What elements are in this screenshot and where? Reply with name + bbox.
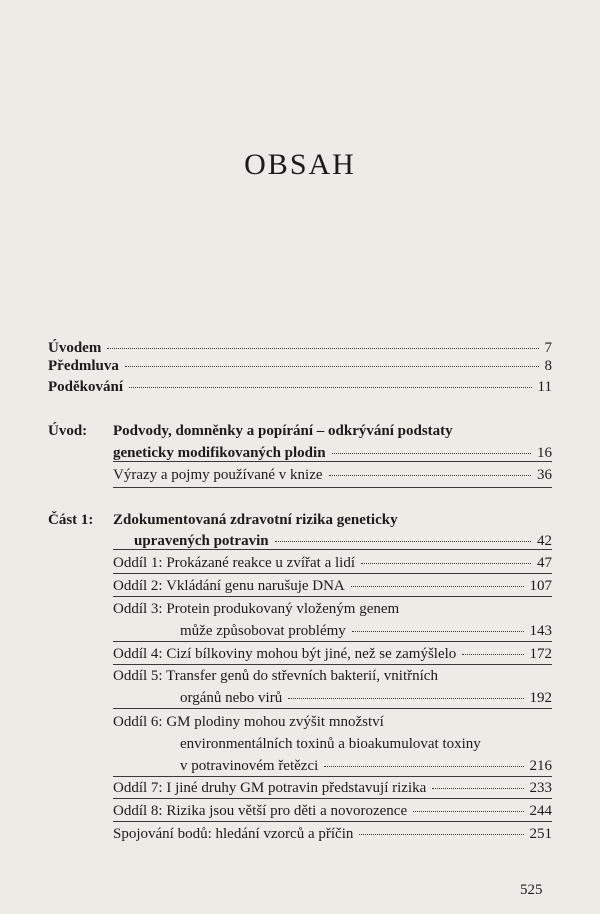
entry-page: 107 xyxy=(529,578,552,594)
intro-title-line1[interactable]: Podvody, domněnky a popírání – odkrývání podstaty xyxy=(113,423,453,439)
toc-entry-section5[interactable] xyxy=(180,689,552,707)
divider xyxy=(113,549,552,550)
toc-entry-section2[interactable] xyxy=(113,577,552,595)
entry-label: Oddíl 2: Vkládání genu narušuje DNA xyxy=(113,578,345,594)
entry-page: 244 xyxy=(529,803,552,819)
page-number: 525 xyxy=(520,882,543,898)
toc-entry-podekovani[interactable] xyxy=(48,378,552,396)
entry-page: 192 xyxy=(529,690,552,706)
entry-label: Spojování bodů: hledání vzorců a příčin xyxy=(113,826,354,842)
divider xyxy=(113,461,552,462)
entry-page: 36 xyxy=(537,467,552,483)
entry-label: v potravinovém řetězci xyxy=(180,758,319,774)
entry-page: 172 xyxy=(529,646,552,662)
entry-page: 16 xyxy=(537,445,552,461)
toc-entry-section8[interactable] xyxy=(113,802,552,820)
dot-leader xyxy=(413,810,523,812)
toc-entry-section4[interactable] xyxy=(113,645,552,663)
dot-leader xyxy=(332,452,531,454)
divider xyxy=(113,664,552,665)
dot-leader xyxy=(125,365,539,367)
entry-page: 11 xyxy=(537,379,552,395)
toc-entry-section6[interactable] xyxy=(180,757,552,775)
entry-page: 233 xyxy=(529,780,552,796)
entry-page: 8 xyxy=(544,358,552,374)
divider xyxy=(113,641,552,642)
toc-entry-predmluva[interactable] xyxy=(48,357,552,375)
entry-page: 7 xyxy=(544,340,552,356)
dot-leader xyxy=(275,540,531,542)
entry-page: 143 xyxy=(529,623,552,639)
toc-entry-connecting[interactable] xyxy=(113,825,552,843)
section6-line2[interactable]: environmentálních toxinů a bioakumulovat toxiny xyxy=(180,736,481,752)
dot-leader xyxy=(351,585,524,587)
part1-title-line1[interactable]: Zdokumentovaná zdravotní rizika geneticky xyxy=(113,512,398,528)
entry-page: 42 xyxy=(537,533,552,549)
dot-leader xyxy=(432,787,523,789)
toc-entry-intro[interactable] xyxy=(113,444,552,462)
entry-page: 47 xyxy=(537,555,552,571)
entry-label: upravených potravin xyxy=(134,533,269,549)
dot-leader xyxy=(129,386,532,388)
toc-entry-section7[interactable] xyxy=(113,779,552,797)
toc-entry-terms[interactable] xyxy=(113,466,552,484)
dot-leader xyxy=(352,630,524,632)
entry-label: Předmluva xyxy=(48,358,119,374)
entry-label: Oddíl 1: Prokázané reakce u zvířat a lidí xyxy=(113,555,355,571)
intro-label: Úvod: xyxy=(48,423,88,439)
entry-label: orgánů nebo virů xyxy=(180,690,283,706)
dot-leader xyxy=(324,765,523,767)
divider xyxy=(113,776,552,777)
entry-label: Oddíl 7: I jiné druhy GM potravin představují rizika xyxy=(113,780,427,796)
toc-entry-section3[interactable] xyxy=(180,622,552,640)
section6-line1[interactable]: Oddíl 6: GM plodiny mohou zvýšit množství xyxy=(113,714,384,730)
entry-label: Výrazy a pojmy používané v knize xyxy=(113,467,323,483)
entry-label: Úvodem xyxy=(48,340,102,356)
toc-entry-part1[interactable] xyxy=(134,532,552,550)
entry-label: Poděkování xyxy=(48,379,124,395)
entry-page: 251 xyxy=(529,826,552,842)
entry-label: geneticky modifikovaných plodin xyxy=(113,445,326,461)
page-title: OBSAH xyxy=(244,148,356,181)
divider xyxy=(113,708,552,709)
divider xyxy=(113,573,552,574)
toc-entry-uvodem[interactable] xyxy=(48,339,552,357)
section5-line1[interactable]: Oddíl 5: Transfer genů do střevních bakterií, vnitřních xyxy=(113,668,438,684)
divider xyxy=(113,798,552,799)
dot-leader xyxy=(288,697,523,699)
entry-page: 216 xyxy=(529,758,552,774)
toc-entry-section1[interactable] xyxy=(113,554,552,572)
part1-label: Část 1: xyxy=(48,512,94,528)
dot-leader xyxy=(107,347,538,349)
divider xyxy=(113,487,552,488)
divider xyxy=(113,821,552,822)
section3-line1[interactable]: Oddíl 3: Protein produkovaný vloženým genem xyxy=(113,601,400,617)
dot-leader xyxy=(361,562,531,564)
divider xyxy=(113,596,552,597)
dot-leader xyxy=(359,833,523,835)
dot-leader xyxy=(329,474,531,476)
dot-leader xyxy=(462,653,523,655)
entry-label: Oddíl 8: Rizika jsou větší pro děti a novorozence xyxy=(113,803,408,819)
entry-label: Oddíl 4: Cizí bílkoviny mohou být jiné, než se zamýšlelo xyxy=(113,646,457,662)
entry-label: může způsobovat problémy xyxy=(180,623,346,639)
